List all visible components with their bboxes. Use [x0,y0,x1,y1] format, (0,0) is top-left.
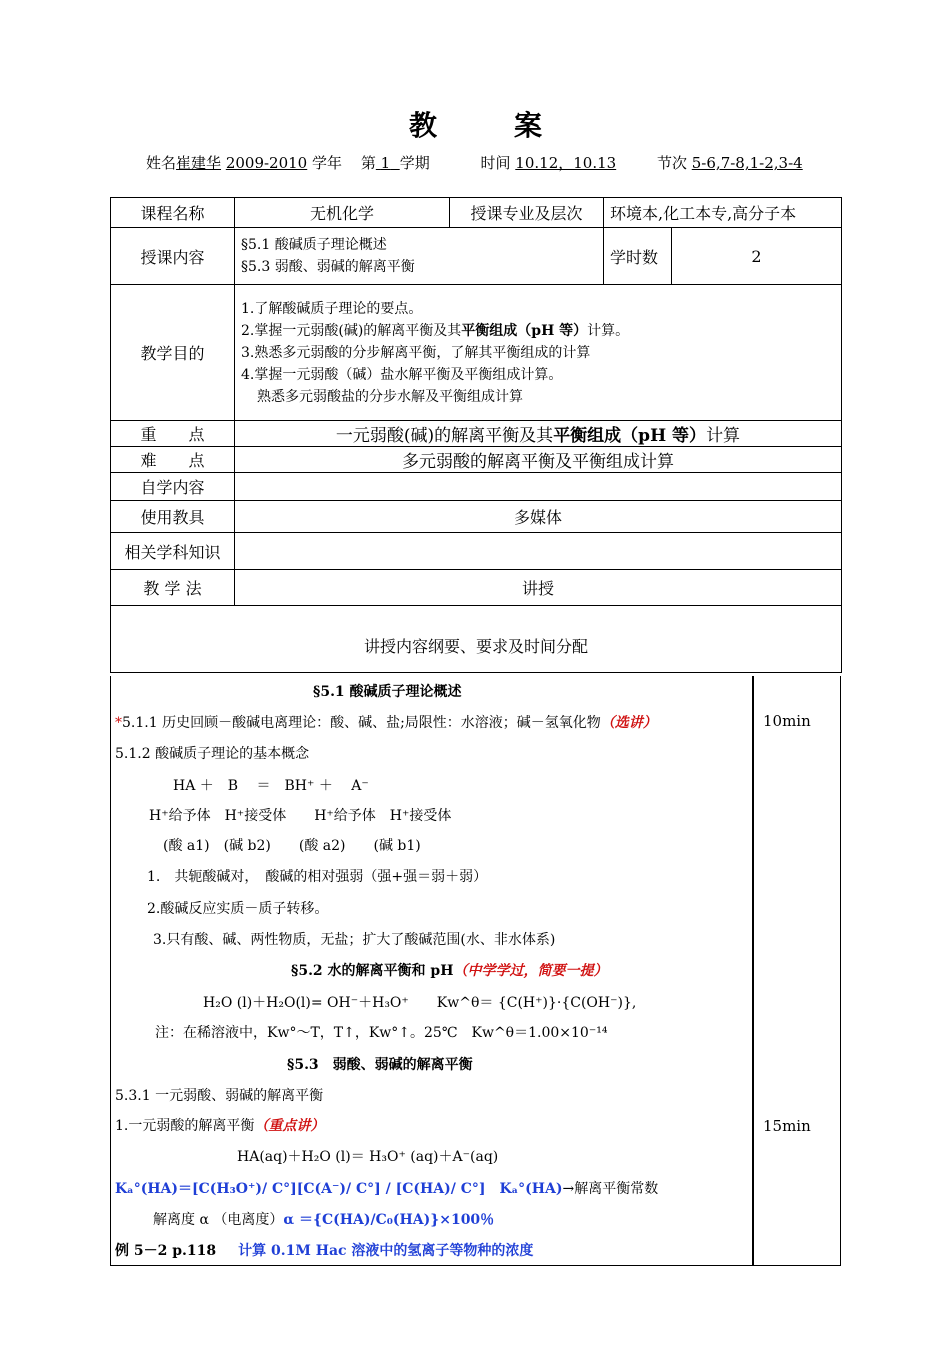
row-difficulty [111,447,842,473]
hours-value: 2 [672,228,842,285]
content-value [235,228,604,285]
time-label: 时间 [480,154,511,172]
self-study-value [235,473,842,501]
outline-header: 讲授内容纲要、要求及时间分配 [111,606,842,673]
course-value: 无机化学 [235,198,450,228]
tools-value: 多媒体 [235,501,842,533]
goal-item: 3.熟悉多元弱酸的分步解离平衡，了解其平衡组成的计算 [241,344,591,361]
equation-line: H₂O (l)＋H₂O(l)= OH⁻＋H₃O⁺ Kw^θ＝ {C(H⁺)}·{C(OH⁻)}, [203,995,637,1011]
row-key [111,421,842,447]
content-line: H⁺给予体 H⁺接受体 H⁺给予体 H⁺接受体 [149,808,452,824]
section-title-5-1: §5.1 酸碱质子理论概述 [313,684,462,700]
time-allocation-1: 10min [763,712,811,730]
goal-label: 教学目的 [111,285,235,421]
content-line: 5.3.1 一元弱酸、弱碱的解离平衡 [115,1088,324,1104]
row-related [111,533,842,570]
content-line: 注：在稀溶液中，Kw°～T，T↑，Kw°↑。25℃ Kw^θ＝1.00×10⁻¹⁴ [155,1025,608,1041]
hours-label: 学时数 [604,228,672,285]
content-line: 3.只有酸、碱、两性物质，无盐；扩大了酸碱范围(水、非水体系) [153,932,556,948]
goal-list [235,285,842,421]
row-content [111,228,842,285]
content-item-2: §5.3 弱酸、弱碱的解离平衡 [241,259,415,275]
term-label-1: 第 [360,154,376,172]
difficulty-label: 难 点 [111,447,235,473]
header-meta [146,152,803,173]
goal-item: 熟悉多元弱酸盐的分步水解及平衡组成计算 [257,388,523,405]
related-label: 相关学科知识 [111,533,235,570]
section-title-5-3: §5.3 弱酸、弱碱的解离平衡 [287,1057,473,1073]
time-value: 10.12，10.13 [515,154,617,172]
year-label: 学年 [312,154,343,172]
content-line: 1. 共轭酸碱对， 酸碱的相对强弱（强+强＝弱＋弱） [147,869,488,885]
content-label: 授课内容 [111,228,235,285]
row-outline-header [111,606,842,673]
period-value: 5-6,7-8,1-2,3-4 [691,154,803,172]
content-line: (酸 a1) (碱 b2) (酸 a2) (碱 b1) [163,838,421,854]
content-line: 解离度 α （电离度）α ＝{C(HA)/C₀(HA)}×100％ [153,1212,495,1228]
title-char-2: 案 [514,109,544,142]
name-label: 姓名 [146,154,177,172]
row-tools [111,501,842,533]
term-label-2: 学期 [399,154,430,172]
self-study-label: 自学内容 [111,473,235,501]
column-divider [752,676,754,1265]
method-value: 讲授 [235,570,842,606]
major-value: 环境本,化工本专,高分子本 [604,198,842,228]
content-line: 1.一元弱酸的解离平衡（重点讲） [115,1118,325,1134]
equation-line: Kₐ°(HA)＝[C(H₃O⁺)/ C°][C(A⁻)/ C°] / [C(HA)/ C°] Kₐ°(HA)→解离平衡常数 [115,1181,659,1197]
difficulty-value: 多元弱酸的解离平衡及平衡组成计算 [235,447,842,473]
content-line: 5.1.2 酸碱质子理论的基本概念 [115,746,310,762]
row-goals [111,285,842,421]
row-method [111,570,842,606]
goal-item: 1.了解酸碱质子理论的要点。 [241,300,423,317]
title-char-1: 教 [408,109,438,142]
tools-label: 使用教具 [111,501,235,533]
teacher-name: 崔建华 [176,154,222,172]
page-title [0,104,952,144]
outline-content [110,676,841,1266]
equation-line: HA(aq)＋H₂O (l)＝ H₃O⁺ (aq)＋A⁻(aq) [237,1149,499,1165]
goal-item: 2.掌握一元弱酸(碱)的解离平衡及其平衡组成（pH 等）计算。 [241,322,630,339]
row-course [111,198,842,228]
lesson-info-table [110,197,842,673]
content-line: *5.1.1 历史回顾－酸碱电离理论：酸、碱、盐;局限性：水溶液；碱－氢氧化物（选讲） [115,715,657,731]
content-item-1: §5.1 酸碱质子理论概述 [241,237,387,253]
school-year: 2009-2010 [225,154,308,172]
method-label: 教 学 法 [111,570,235,606]
period-label: 节次 [656,154,687,172]
row-self-study [111,473,842,501]
equation-line: HA ＋ B ＝ BH⁺ ＋ A⁻ [173,778,369,794]
key-label: 重 点 [111,421,235,447]
course-label: 课程名称 [111,198,235,228]
major-label: 授课专业及层次 [450,198,604,228]
key-value: 一元弱酸(碱)的解离平衡及其平衡组成（pH 等）计算 [235,421,842,447]
related-value [235,533,842,570]
example-line: 例 5－2 p.118 计算 0.1M Hac 溶液中的氢离子等物种的浓度 [115,1243,534,1259]
section-title-5-2: §5.2 水的解离平衡和 pH（中学学过，简要一提） [291,963,608,979]
time-allocation-2: 15min [763,1117,811,1135]
content-line: 2.酸碱反应实质－质子转移。 [147,901,329,917]
term-value: 1 [380,154,391,172]
goal-item: 4.掌握一元弱酸（碱）盐水解平衡及平衡组成计算。 [241,366,563,383]
